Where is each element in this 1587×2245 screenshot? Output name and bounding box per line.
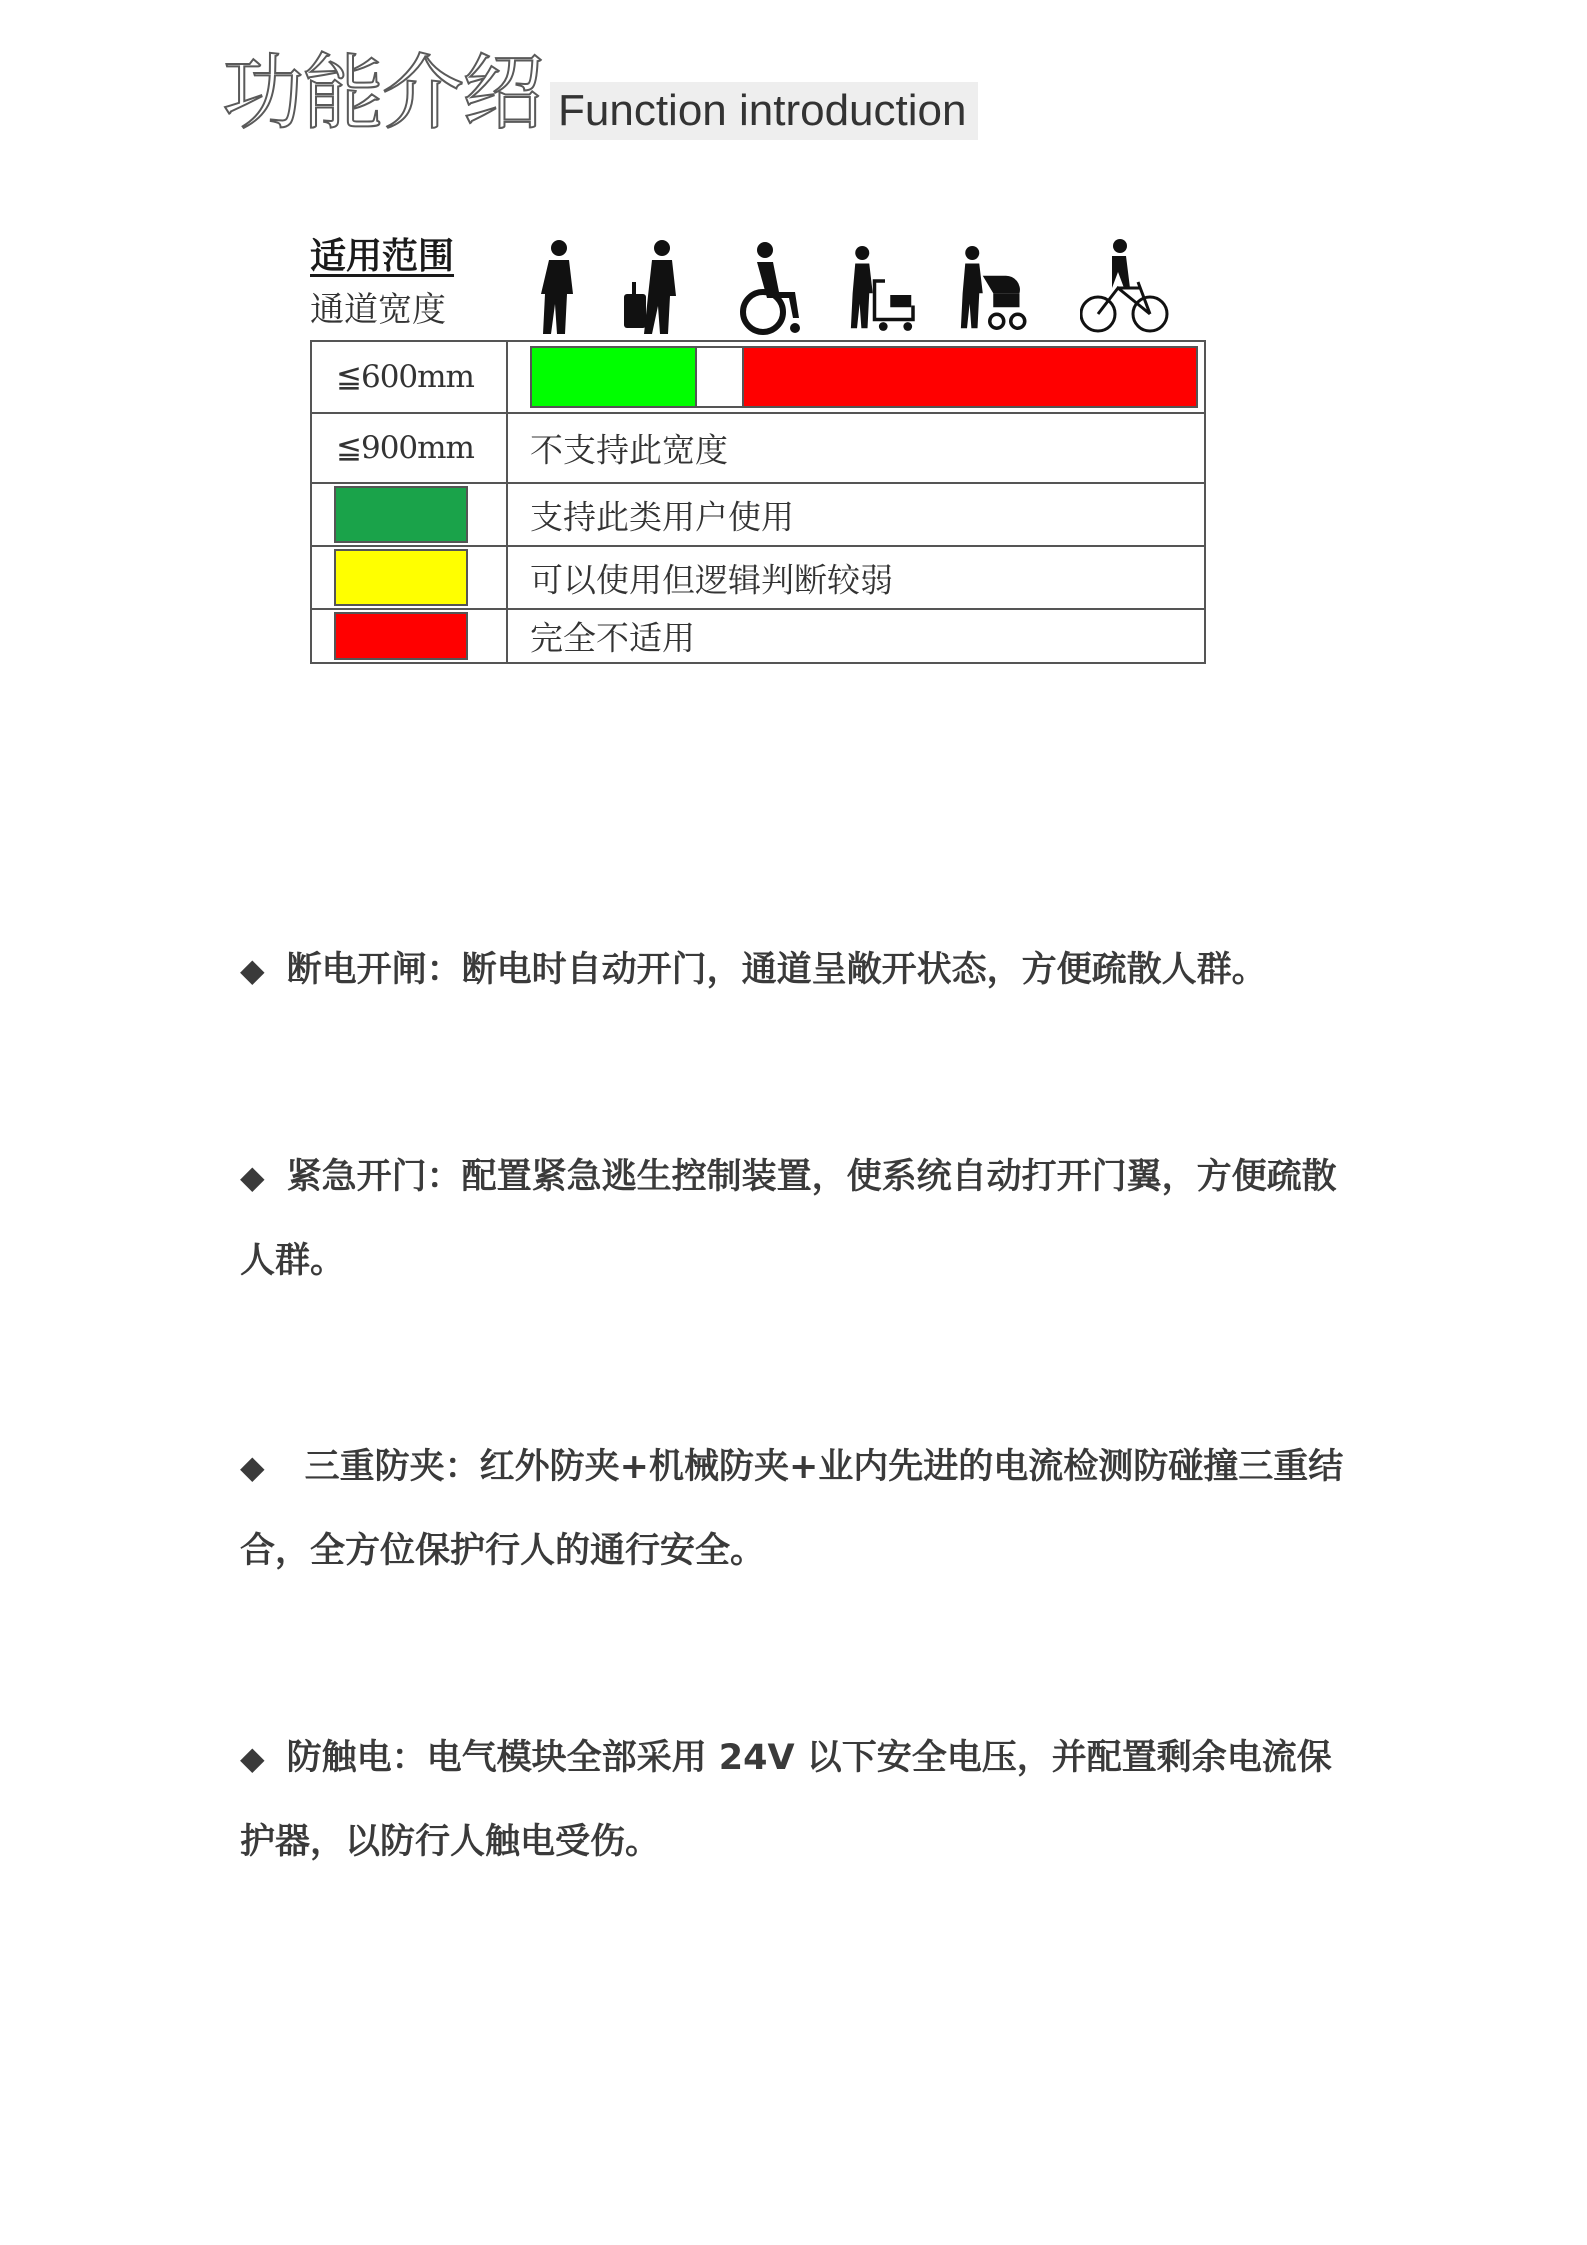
row-text: 不支持此宽度 [530,430,728,470]
figure-title: 适用范围 [310,235,455,277]
page-title-cn: 功能介绍 [222,46,543,141]
suitability-bar-red [742,346,1198,408]
suitability-bar-white [695,346,744,408]
feature-text: 红外防夹+机械防夹+业内先进的电流检测防碰撞三重结合，全方位保护行人的通行安全。 [240,1447,1344,1571]
feature-title: 防触电： [286,1738,427,1778]
legend-swatch-red [334,612,468,660]
bicycle-icon [1080,238,1170,338]
cart-icon [850,238,920,338]
legend-text: 完全不适用 [530,618,695,658]
suitability-bar-green [530,346,697,408]
legend-text: 可以使用但逻辑判断较弱 [530,560,893,599]
figure-subtitle: 通道宽度 [310,290,446,330]
legend-swatch-green [334,486,468,543]
feature-anti-shock [240,1716,1360,1884]
diamond-bullet-icon: ◆ [240,1739,265,1777]
pedestrian-icon [525,238,595,338]
feature-text: 电气模块全部采用 24V 以下安全电压，并配置剩余电流保护器，以防行人触电受伤。 [240,1738,1332,1862]
diamond-bullet-icon: ◆ [240,1448,265,1486]
diamond-bullet-icon: ◆ [240,951,265,989]
page-title-en: Function introduction [550,82,978,140]
width-label-900: ≦900mm [336,430,474,466]
diamond-bullet-icon: ◆ [240,1158,265,1196]
width-label-600: ≦600mm [336,359,474,395]
feature-title: 三重防夹： [304,1447,480,1487]
feature-text: 配置紧急逃生控制装置，使系统自动打开门翼，方便疏散人群。 [240,1157,1337,1281]
feature-power-off-open [240,928,1360,1012]
table-row [312,414,1204,484]
feature-text: 断电时自动开门，通道呈敞开状态，方便疏散人群。 [461,950,1267,990]
feature-title: 紧急开门： [286,1157,462,1197]
feature-emergency-open [240,1135,1360,1303]
stroller-icon [960,238,1030,338]
table-row [312,342,1204,414]
table-row [312,484,1204,547]
suitability-figure [300,220,1220,680]
suitability-table [310,340,1206,664]
table-row [312,610,1204,662]
luggage-icon [620,238,690,338]
wheelchair-icon [735,238,805,338]
legend-swatch-yellow [334,549,468,606]
feature-triple-anti-pinch [240,1425,1360,1593]
legend-text: 支持此类用户使用 [530,497,794,536]
feature-title: 断电开闸： [286,950,462,990]
table-row [312,547,1204,610]
